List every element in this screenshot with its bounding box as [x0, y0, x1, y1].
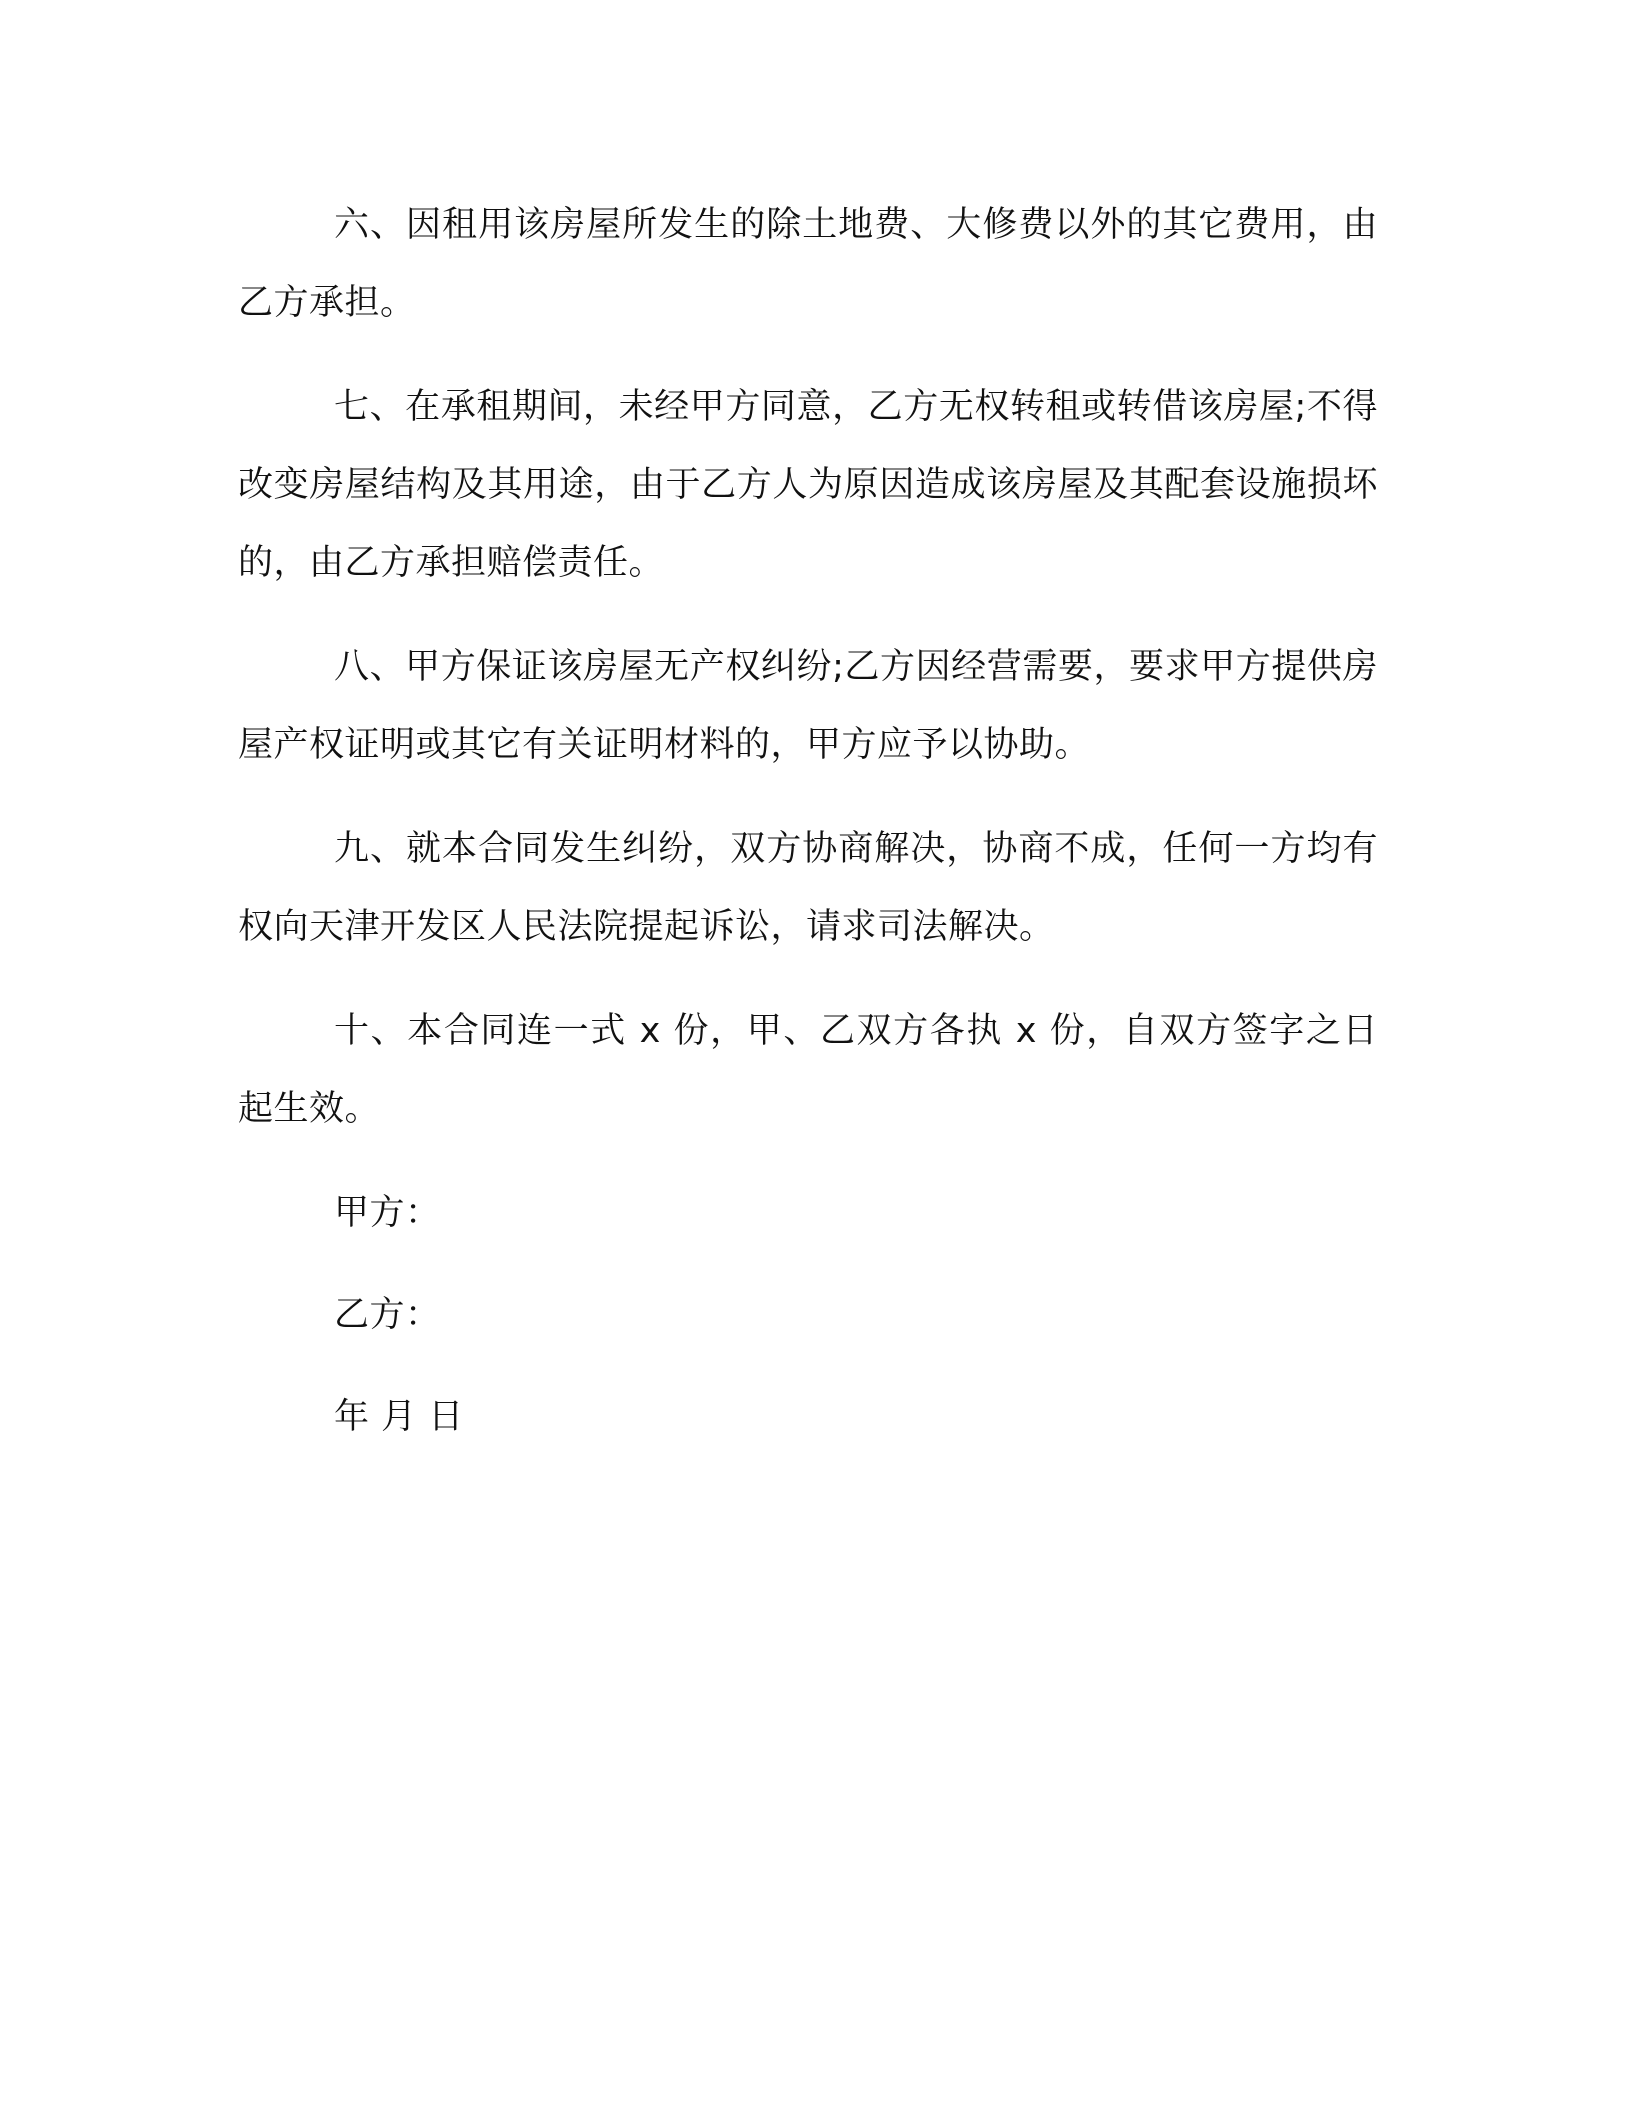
party-a-signature-line: 甲方：	[334, 1193, 441, 1233]
date-line: 年 月 日	[334, 1397, 464, 1437]
document-body	[238, 186, 1378, 1480]
clause-nine: 九、就本合同发生纠纷，双方协商解决，协商不成，任何一方均有权向天津开发区人民法院提起诉讼，请求司法解决。	[238, 829, 1378, 947]
clause-eight: 八、甲方保证该房屋无产权纠纷;乙方因经营需要，要求甲方提供房屋产权证明或其它有关证明材料的，甲方应予以协助。	[238, 647, 1378, 765]
clause-seven: 七、在承租期间，未经甲方同意，乙方无权转租或转借该房屋;不得改变房屋结构及其用途，由于乙方人为原因造成该房屋及其配套设施损坏的，由乙方承担赔偿责任。	[238, 387, 1378, 583]
party-b-signature-line: 乙方：	[334, 1295, 441, 1335]
clause-ten: 十、本合同连一式 x 份，甲、乙双方各执 x 份，自双方签字之日起生效。	[238, 1011, 1378, 1129]
clause-six: 六、因租用该房屋所发生的除土地费、大修费以外的其它费用，由乙方承担。	[238, 205, 1378, 323]
